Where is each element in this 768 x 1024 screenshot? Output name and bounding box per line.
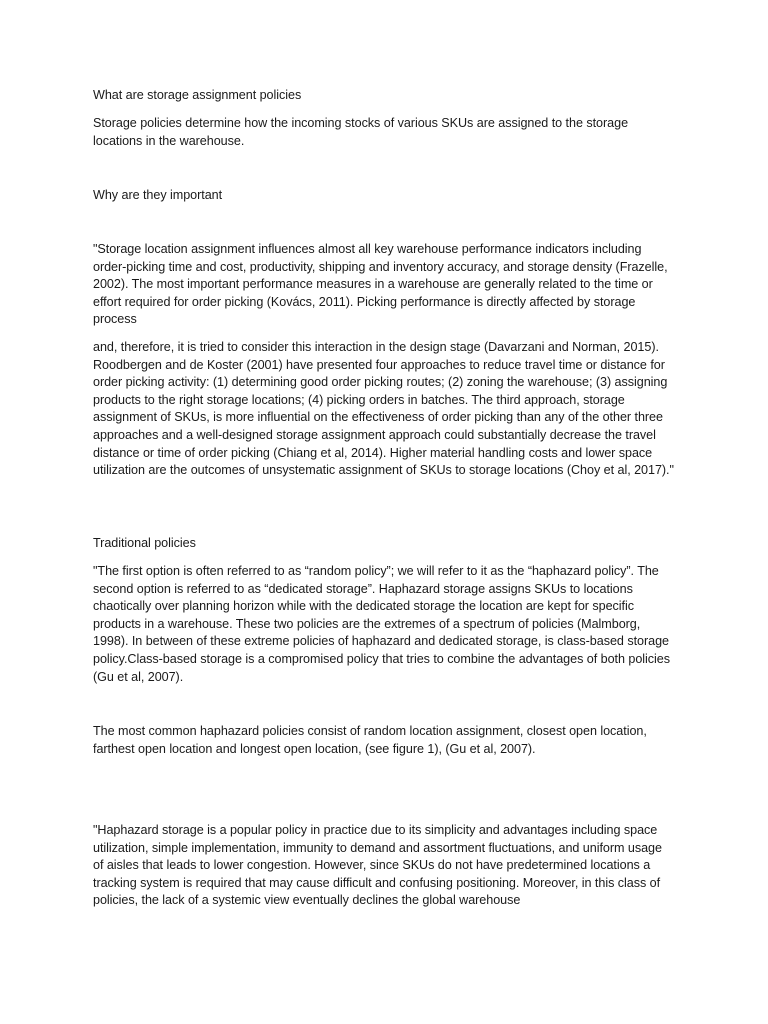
- paragraph-traditional-policies: "The first option is often referred to as “random policy”; we will refer to it as the “haphazard policy”. The second option is referred to as “dedicated storage”. Haphazard storage assigns SKUs to locations chaotically over planning horizon while with the dedicated storage the location are kept for specific products in a warehouse. These two policies are the extremes of a spectrum of policies (Malmborg, 1998). In between of these extreme policies of haphazard and dedicated storage, is class-based storage policy.Class-based storage is a compromised policy that tries to combine the advantages of both policies (Gu et al, 2007).: [93, 564, 670, 684]
- paragraph-storage-definition: Storage policies determine how the incoming stocks of various SKUs are assigned to the storage locations in the warehouse.: [93, 116, 629, 148]
- paragraph-common-haphazard-policies: The most common haphazard policies consist of random location assignment, closest open location, farthest open location and longest open location, (see figure 1), (Gu et al, 2007).: [93, 724, 647, 756]
- heading-storage-assignment-policies: What are storage assignment policies: [93, 88, 302, 102]
- paragraph-importance-quote-part1: "Storage location assignment influences almost all key warehouse performance indicators including order-picking time and cost, productivity, shipping and inventory accuracy, and storage density (Frazelle, 2002). The most important performance measures in a warehouse are generally related to the time or effort required for order picking (Kovács, 2011). Picking performance is directly affected by storage process: [93, 242, 668, 327]
- paragraph-haphazard-storage-quote: "Haphazard storage is a popular policy in practice due to its simplicity and advantages including space utilization, simple implementation, immunity to demand and assortment fluctuations, and uniform usage of aisles that leads to lower congestion. However, since SKUs do not have predetermined locations a tracking system is required that may cause difficult and confusing positioning. Moreover, in this class of policies, the lack of a systemic view eventually declines the global warehouse: [93, 823, 662, 908]
- heading-traditional-policies: Traditional policies: [93, 536, 196, 550]
- paragraph-importance-quote-part2: and, therefore, it is tried to consider this interaction in the design stage (Davarzani and Norman, 2015). Roodbergen and de Koster (2001) have presented four approaches to reduce travel time or distance for order picking activity: (1) determining good order picking routes; (2) zoning the warehouse; (3) assigning products to the right storage locations; (4) picking orders in batches. The third approach, storage assignment of SKUs, is more influential on the effectiveness of order picking than any of the other three approaches and a well-designed storage assignment approach could substantially decrease the travel distance or time of order picking (Chiang et al, 2014). Higher material handling costs and lower space utilization are the outcomes of unsystematic assignment of SKUs to storage locations (Choy et al, 2017).": [93, 340, 674, 478]
- heading-why-important: Why are they important: [93, 188, 223, 202]
